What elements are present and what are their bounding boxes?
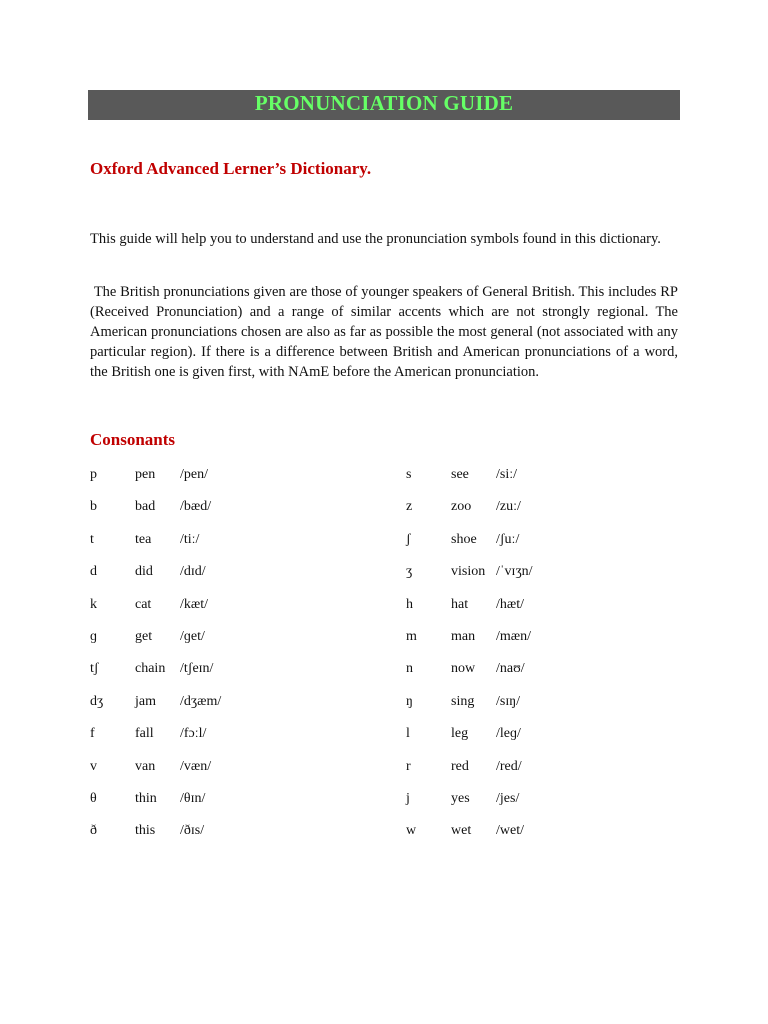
ipa-transcription: /dɪd/ <box>180 564 206 580</box>
table-row <box>90 589 690 621</box>
consonant-symbol: tʃ <box>90 661 99 677</box>
ipa-transcription: /naʊ/ <box>496 661 525 677</box>
ipa-transcription: /siː/ <box>496 467 518 482</box>
example-word: red <box>451 758 469 774</box>
consonant-symbol: ŋ <box>406 693 413 709</box>
consonant-symbol: j <box>406 790 410 806</box>
consonant-symbol: ɡ <box>90 628 97 644</box>
consonant-symbol: d <box>90 564 97 580</box>
example-word: wet <box>451 823 472 839</box>
ipa-transcription: /mæn/ <box>496 628 532 644</box>
table-row <box>90 751 690 783</box>
example-word: get <box>135 628 153 644</box>
table-row <box>90 718 690 750</box>
consonant-symbol: b <box>90 499 97 515</box>
example-word: tea <box>135 531 152 547</box>
table-row <box>90 524 690 556</box>
ipa-transcription: /red/ <box>496 758 522 774</box>
ipa-transcription: /jes/ <box>496 790 520 806</box>
ipa-transcription: /fɔːl/ <box>180 726 207 742</box>
example-word: bad <box>135 499 156 515</box>
intro-paragraph-2: The British pronunciations given are those of younger speakers of General British. This includes RP (Received Pronunciation) and a range of similar accents which are not strongly regional. The American pronunciations chosen are also as far as possible the most general (not associated with any particular region). If there is a difference between British and American pronunciations of a word, the British one is given first, with NAmE before the American pronunciation. <box>90 284 682 380</box>
table-row <box>90 556 690 588</box>
example-word: see <box>451 467 469 482</box>
ipa-transcription: /pen/ <box>180 467 208 482</box>
consonant-symbol: p <box>90 467 97 482</box>
example-word: man <box>451 628 476 644</box>
ipa-transcription: /kæt/ <box>180 596 209 612</box>
ipa-transcription: /zuː/ <box>496 499 521 515</box>
consonant-symbol: m <box>406 628 417 644</box>
table-row <box>90 459 690 491</box>
table-row <box>90 686 690 718</box>
consonant-symbol: z <box>406 499 413 515</box>
ipa-transcription: /ʃuː/ <box>496 531 520 547</box>
ipa-transcription: /tiː/ <box>180 531 200 547</box>
example-word: thin <box>135 790 157 806</box>
consonant-symbol: n <box>406 661 413 677</box>
consonant-symbol: v <box>90 758 97 774</box>
ipa-transcription: /tʃeɪn/ <box>180 661 214 677</box>
ipa-transcription: /væn/ <box>180 758 212 774</box>
ipa-transcription: /ɡet/ <box>180 628 205 644</box>
example-word: leg <box>451 726 469 742</box>
consonant-symbol: dʒ <box>90 693 104 709</box>
example-word: hat <box>451 596 469 612</box>
example-word: pen <box>135 467 156 482</box>
example-word: cat <box>135 596 152 612</box>
ipa-transcription: /leɡ/ <box>496 726 521 742</box>
consonant-symbol: r <box>406 758 411 774</box>
consonant-symbol: θ <box>90 790 97 806</box>
ipa-transcription: /hæt/ <box>496 596 525 612</box>
ipa-transcription: /bæd/ <box>180 499 212 515</box>
example-word: chain <box>135 661 166 677</box>
consonant-symbol: k <box>90 596 97 612</box>
example-word: yes <box>451 790 470 806</box>
example-word: van <box>135 758 156 774</box>
example-word: jam <box>135 693 156 709</box>
consonant-symbol: ð <box>90 823 97 839</box>
consonant-symbol: h <box>406 596 413 612</box>
table-row <box>90 653 690 685</box>
example-word: now <box>451 661 476 677</box>
consonant-symbol: ʃ <box>406 531 411 547</box>
ipa-transcription: /θɪn/ <box>180 790 206 806</box>
dictionary-subtitle: Oxford Advanced Lerner’s Dictionary. <box>90 159 372 178</box>
example-word: shoe <box>451 531 477 547</box>
example-word: sing <box>451 693 475 709</box>
ipa-transcription: /wet/ <box>496 823 524 839</box>
consonant-symbol: l <box>406 726 410 742</box>
consonants-table <box>90 459 690 848</box>
ipa-transcription: /ðɪs/ <box>180 823 205 839</box>
title-bar <box>88 90 680 120</box>
page-title: PRONUNCIATION GUIDE <box>254 91 514 115</box>
table-row <box>90 491 690 523</box>
example-word: did <box>135 564 153 580</box>
table-row <box>90 621 690 653</box>
example-word: vision <box>451 564 486 580</box>
table-row <box>90 783 690 815</box>
ipa-transcription: /dʒæm/ <box>180 693 222 709</box>
consonant-symbol: t <box>90 531 94 547</box>
ipa-transcription: /ˈvɪʒn/ <box>496 564 533 580</box>
example-word: fall <box>135 726 154 742</box>
consonant-symbol: s <box>406 467 412 482</box>
consonant-symbol: w <box>406 823 417 839</box>
ipa-transcription: /sɪŋ/ <box>496 693 521 709</box>
intro-paragraph-1: This guide will help you to understand and use the pronunciation symbols found in this dictionary. <box>90 231 661 247</box>
consonants-heading: Consonants <box>90 430 176 449</box>
consonant-symbol: ʒ <box>406 564 413 580</box>
example-word: this <box>135 823 156 839</box>
table-row <box>90 815 690 847</box>
example-word: zoo <box>451 499 472 515</box>
consonant-symbol: f <box>90 726 95 742</box>
